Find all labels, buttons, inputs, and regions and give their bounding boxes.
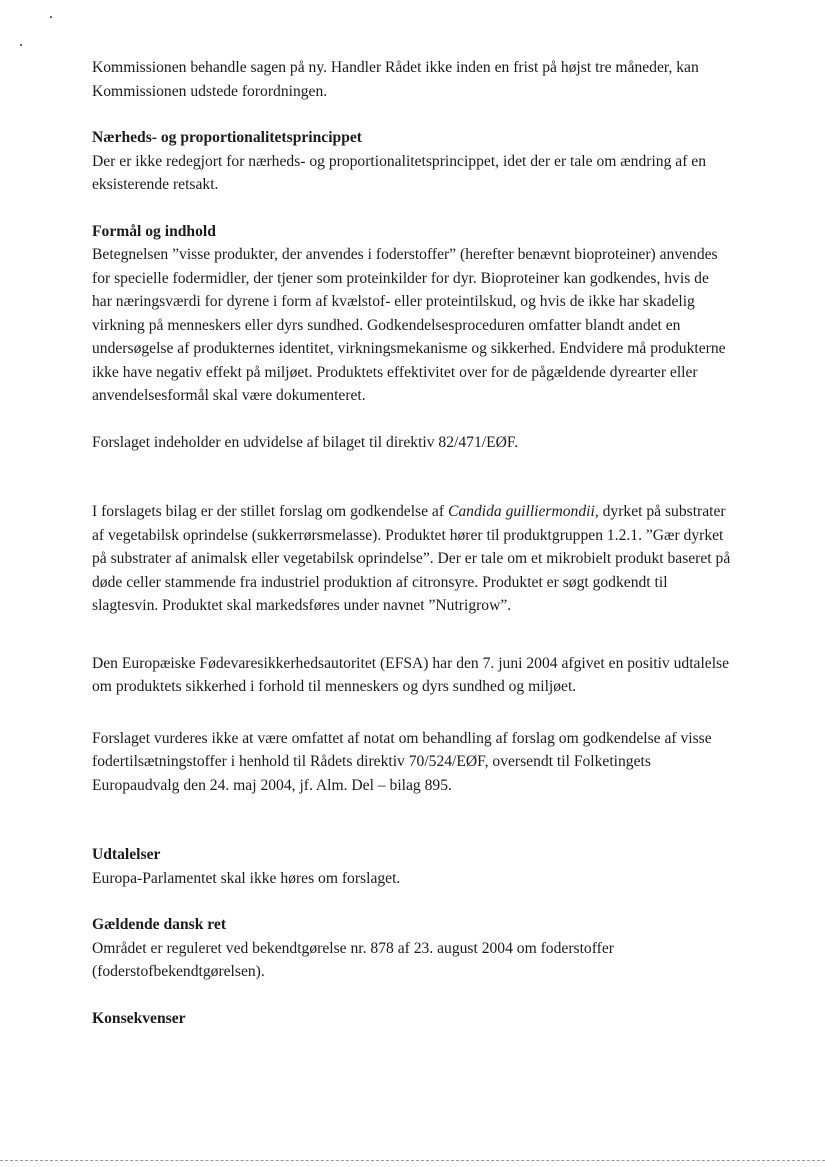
candida-text-after: , dyrket på substrater af vegetabilsk oprindelse (sukkerrørsmelasse). Produktet hører til produktgruppen 1.2.1. ”Gær dyrket på substrater af animalsk eller vegetabilsk oprindelse”. Der er tale om et mikrobielt produkt baseret på døde celler stammende fra industriel produktion af citronsyre. Produktet er søgt godkendt til slagtesvin. Produktet skal markedsføres under navnet ”Nutrigrow”. xyxy=(92,503,731,614)
statements-paragraph: Europa-Parlamentet skal ikke høres om forslaget. xyxy=(92,869,401,887)
scan-speck xyxy=(20,44,22,46)
heading-consequences: Konsekvenser xyxy=(92,1009,186,1027)
heading-purpose: Formål og indhold xyxy=(92,222,216,240)
subsidiarity-paragraph: Der er ikke redegjort for nærheds- og proportionalitetsprincippet, idet der er tale om ændring af en eksisterende retsakt. xyxy=(92,152,707,193)
scan-speck xyxy=(50,16,52,18)
heading-subsidiarity: Nærheds- og proportionalitetsprincippet xyxy=(92,129,363,146)
purpose-paragraph: Betegnelsen ”visse produkter, der anvendes i foderstoffer” (herefter benævnt bioproteiner) anvendes for specielle fodermidler, der tjener som proteinkilder for dyr. Bioproteiner kan godkendes, hvis de har næringsværdi for dyrene i form af kvælstof- eller proteintilskud, og hvis de ikke har skadelig virkning på menneskers eller dyrs sundhed. Godkendelsesproceduren omfatter blandt andet en undersøgelse af produkternes identitet, virkningsmekanisme og sikkerhed. Endvidere må produkterne ikke have negativ effekt på miljøet. Produktets effektivitet over for de pågældende dyrearter eller anvendelsesformål skal være dokumenteret. xyxy=(92,246,726,404)
efsa-paragraph: Den Europæiske Fødevaresikkerhedsautoritet (EFSA) har den 7. juni 2004 afgivet en positiv udtalelse om produktets sikkerhed i forhold til menneskers og dyrs sundhed og miljøet. xyxy=(92,654,730,695)
candida-species-name: Candida guilliermondii xyxy=(447,503,595,520)
annex-paragraph: Forslaget indeholder en udvidelse af bilaget til direktiv 82/471/EØF. xyxy=(92,433,519,451)
heading-danish-law: Gældende dansk ret xyxy=(92,916,227,933)
candida-paragraph xyxy=(92,500,732,618)
notat-paragraph: Forslaget vurderes ikke at være omfattet af notat om behandling af forslag om godkendelse af visse fodertilsætningstoffer i henhold til Rådets direktiv 70/524/EØF, oversendt til Folketingets Europaudvalg den 24. maj 2004, jf. Alm. Del – bilag 895. xyxy=(92,729,712,794)
scan-bottom-edge xyxy=(0,1160,825,1161)
heading-statements: Udtalelser xyxy=(92,846,161,863)
document-body xyxy=(92,56,732,1030)
danish-law-paragraph: Området er reguleret ved bekendtgørelse nr. 878 af 23. august 2004 om foderstoffer (foderstofbekendtgørelsen). xyxy=(92,939,614,980)
candida-text-before: I forslagets bilag er der stillet forslag om godkendelse af xyxy=(92,503,448,520)
continuation-paragraph: Kommissionen behandle sagen på ny. Handler Rådet ikke inden en frist på højst tre måneder, kan Kommissionen udstede forordningen. xyxy=(92,59,699,100)
